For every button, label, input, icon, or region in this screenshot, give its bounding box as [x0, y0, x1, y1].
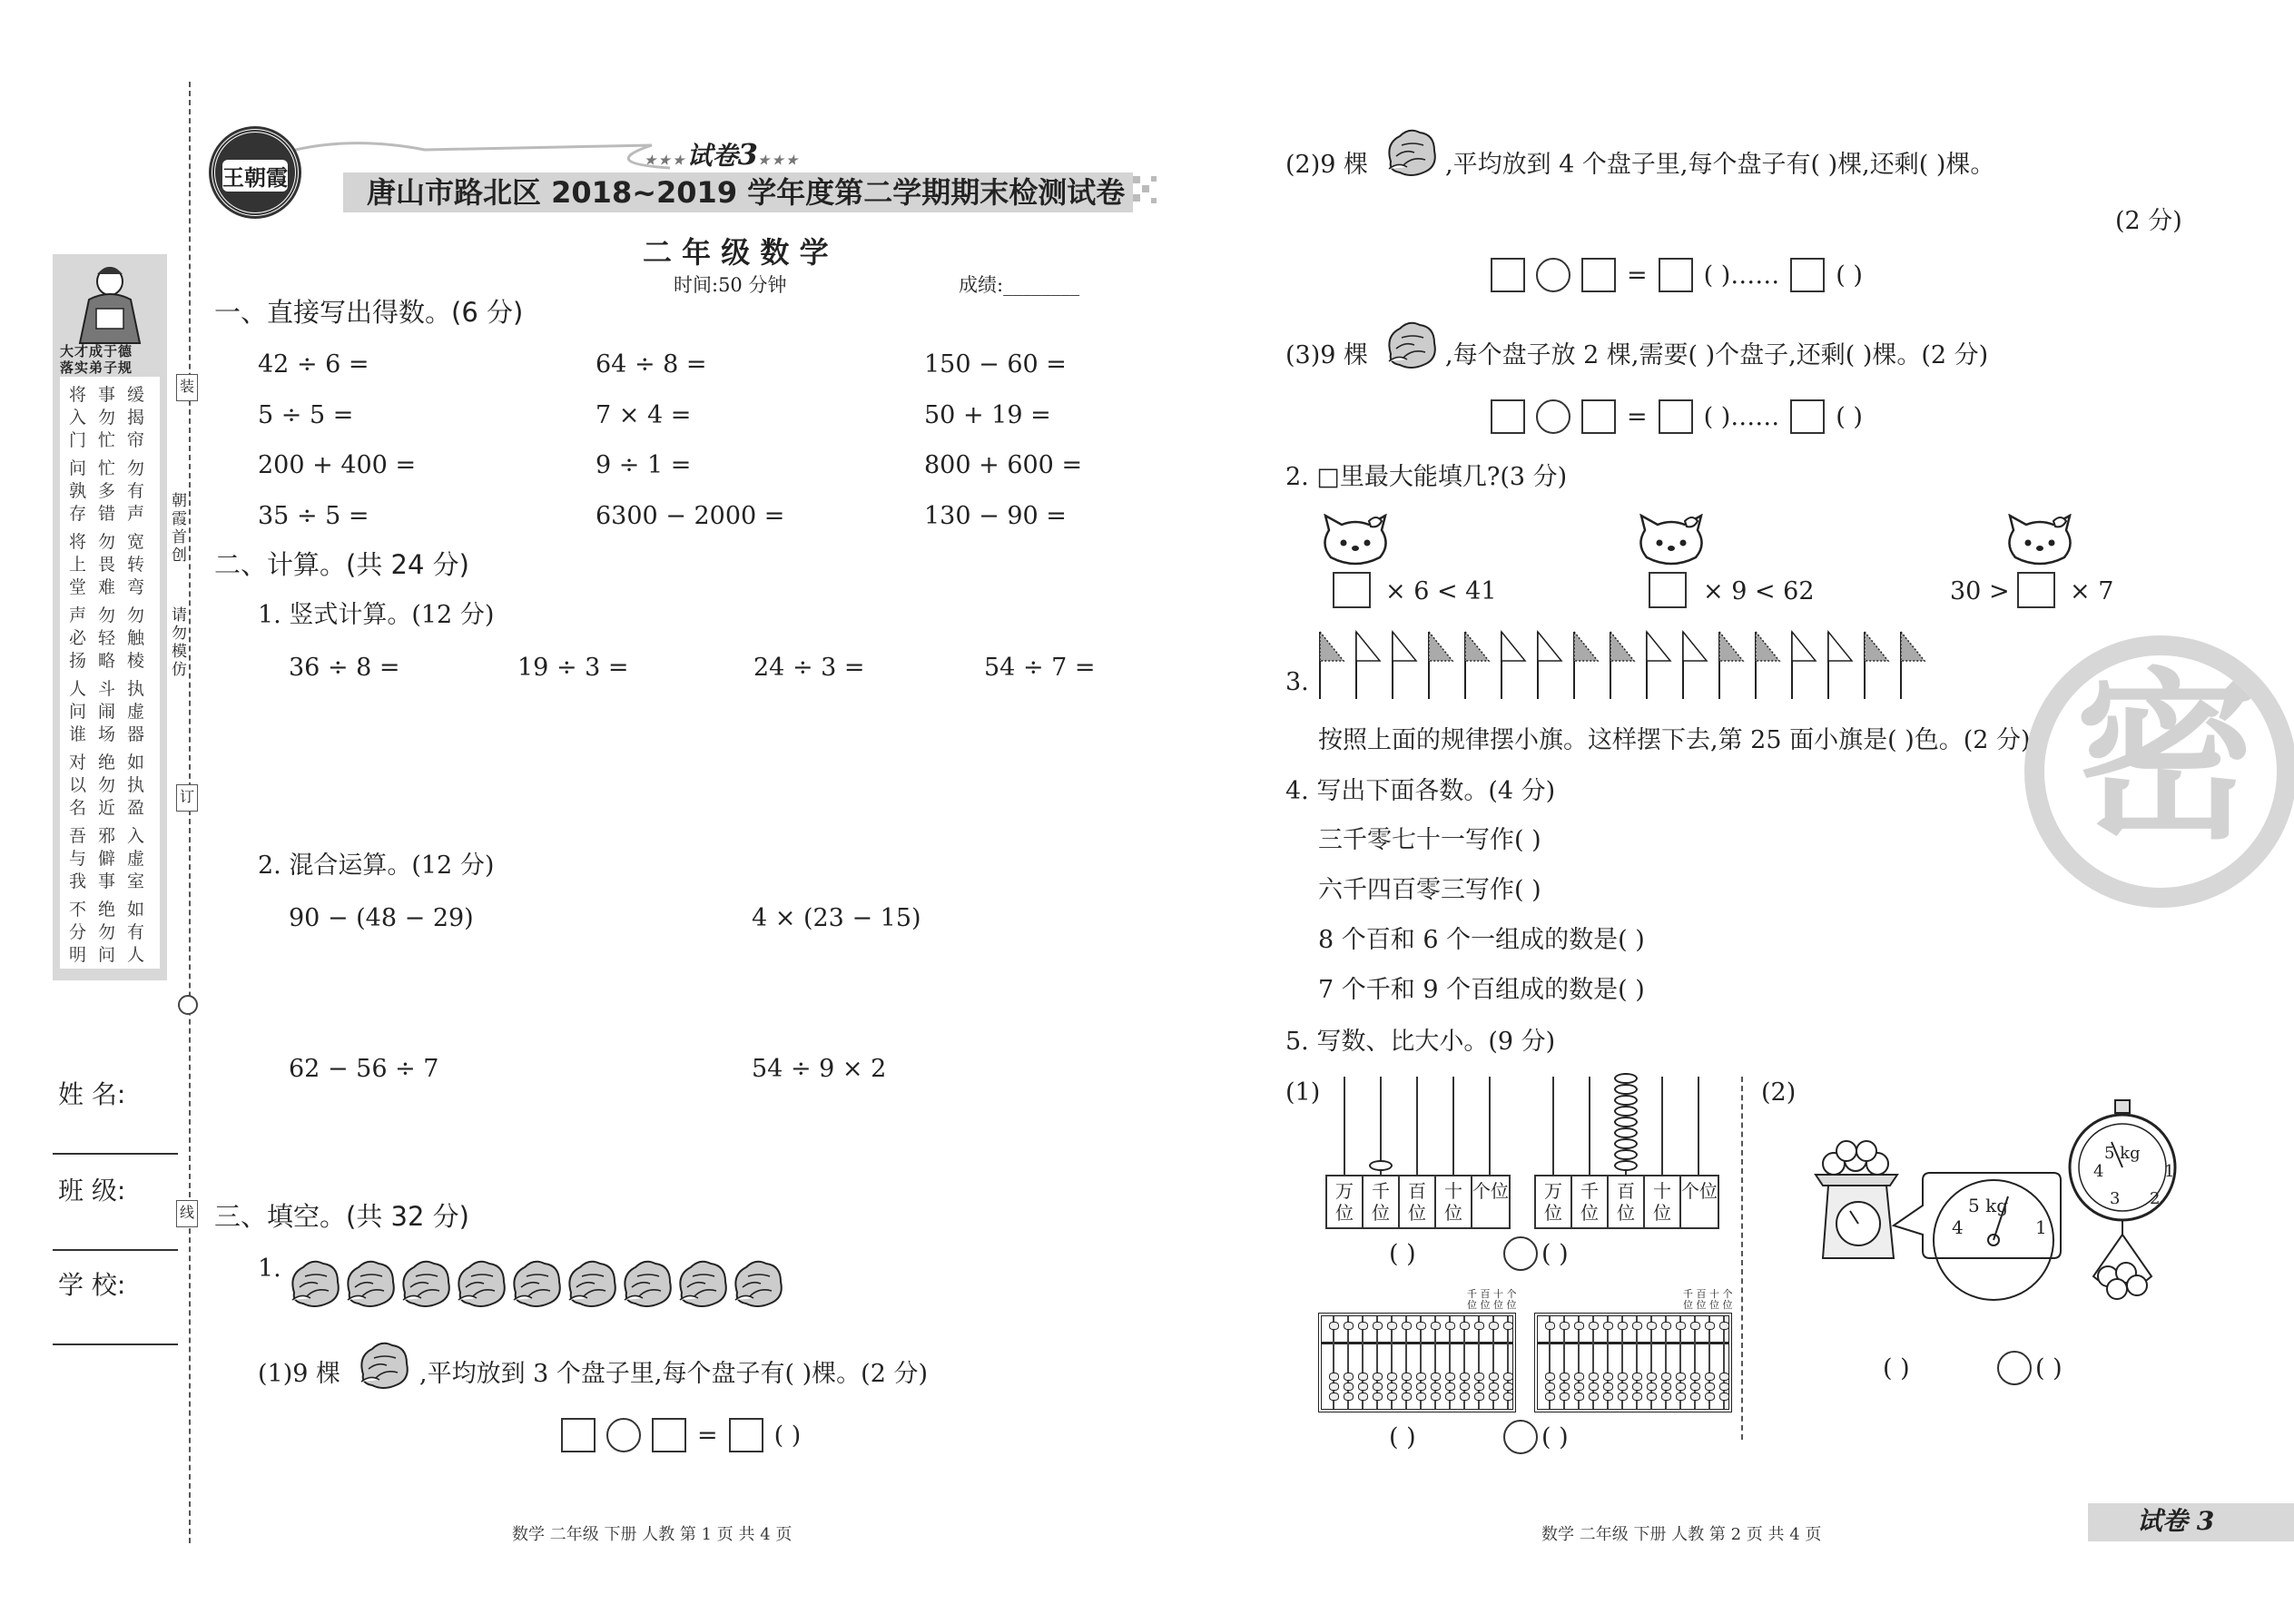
cabbage-icon [564, 1256, 620, 1313]
flag-icon [1500, 630, 1529, 704]
compare-right-2[interactable]: ( ) [1541, 1423, 1569, 1452]
poem-column: 不 分 明 [69, 900, 87, 965]
counting-rod [1416, 1077, 1418, 1175]
operator-circle[interactable] [1536, 399, 1570, 434]
zoom-dial-4: 4 [1952, 1216, 1964, 1238]
place-value-label: 百位 [1400, 1176, 1436, 1227]
poem-column: 将 入 门 [69, 385, 87, 450]
seal-glyph: 密 [2075, 653, 2258, 864]
confidential-seal [2024, 635, 2294, 908]
place-value-label: 十位 [1645, 1176, 1681, 1227]
scale-illustration [1807, 1098, 2215, 1371]
cut-mark-2: 订 [176, 784, 198, 812]
poem-column: 将 上 堂 [69, 532, 87, 597]
sidebar-motto-panel [53, 254, 167, 980]
answer-box[interactable] [652, 1418, 686, 1452]
oral-calc-item: 64 ÷ 8 = [596, 350, 707, 379]
fill-q2-c1: 30 > [1950, 577, 2010, 605]
equation-row-2 [1491, 258, 1863, 292]
mixed-calc-item: 90 − (48 − 29) [289, 904, 474, 932]
poem-column: 绝 勿 问 [98, 900, 116, 965]
abacus-place-header: 千 百 十 个 [1683, 1288, 1733, 1300]
vertical-note-1: 朝 霞 首 创 [172, 492, 187, 565]
q5-part2-label: (2) [1761, 1078, 1797, 1107]
poem-column: 勿 有 声 [127, 458, 145, 524]
poem-column: 执 虚 器 [127, 679, 145, 744]
fill-q2-b: × 9 < 62 [1703, 577, 1815, 605]
unit-paren[interactable]: ( ) [773, 1421, 802, 1450]
answer-box[interactable] [1581, 258, 1616, 292]
cabbage-icon [674, 1256, 731, 1313]
cabbage-icon [398, 1256, 454, 1313]
section-1-title: 一、直接写出得数。(6 分) [214, 297, 524, 328]
q5-divider [1741, 1077, 1743, 1440]
fill-q1-part1-b: ,平均放到 3 个盘子里,每个盘子有( )棵。(2 分) [419, 1360, 928, 1388]
poem-column: 对 以 名 [69, 753, 87, 818]
compare-circle[interactable] [1997, 1351, 2032, 1385]
hang-dial-3: 3 [2110, 1189, 2121, 1208]
counting-rod [1452, 1077, 1454, 1175]
counting-rod [1552, 1077, 1554, 1175]
compare-right-1[interactable]: ( ) [1541, 1240, 1569, 1268]
answer-box[interactable] [561, 1418, 596, 1452]
poem-column: 人 问 谁 [69, 679, 87, 744]
answer-box[interactable] [1659, 258, 1693, 292]
unit-paren[interactable]: ( )…… [1703, 261, 1780, 290]
vertical-note-2: 请 勿 模 仿 [172, 606, 187, 679]
score-field[interactable]: 成绩:________ [959, 274, 1080, 296]
mixed-calc-item: 54 ÷ 9 × 2 [752, 1055, 887, 1083]
oral-calc-item: 50 + 19 = [924, 401, 1051, 429]
answer-box[interactable] [2017, 572, 2055, 608]
fill-q5-title: 5. 写数、比大小。(9 分) [1285, 1028, 1556, 1056]
operator-circle[interactable] [606, 1418, 641, 1452]
compare-left-1[interactable]: ( ) [1389, 1240, 1416, 1268]
poem-column: 如 有 人 [127, 900, 145, 965]
flag-icon [1718, 630, 1747, 704]
poem-column: 事 勿 忙 [98, 385, 116, 450]
flag-icon [1645, 630, 1674, 704]
vertical-calc-item: 36 ÷ 8 = [289, 654, 400, 682]
brand-logo-text: 王朝霞 [222, 160, 288, 192]
flag-icon [1391, 630, 1420, 704]
bead [1369, 1160, 1393, 1171]
flag-icon [1427, 630, 1456, 704]
hang-kg-label: 5 kg [2104, 1144, 2141, 1163]
zoom-kg-label: 5 kg [1968, 1195, 2009, 1216]
poem-column: 入 虚 室 [127, 826, 145, 891]
equals-sign: = [1627, 261, 1648, 290]
equation-row-3 [1491, 399, 1863, 434]
school-field[interactable] [53, 1343, 178, 1345]
section-3-title: 三、填空。(共 32 分) [214, 1201, 469, 1232]
cabbage-icon [508, 1256, 565, 1313]
class-field[interactable] [53, 1249, 178, 1251]
footer-left: 数学 二年级 下册 人教 第 1 页 共 4 页 [512, 1525, 793, 1544]
poem-block [60, 377, 160, 969]
abacus-place-header: 位 位 位 位 [1683, 1299, 1733, 1311]
place-value-label: 百位 [1609, 1176, 1645, 1227]
q4-item[interactable]: 7 个千和 9 个百组成的数是( ) [1318, 976, 1645, 1004]
oral-calc-item: 42 ÷ 6 = [258, 350, 369, 379]
poem-column: 勿 畏 难 [98, 532, 116, 597]
flag-icon [1826, 630, 1856, 704]
compare-circle[interactable] [1503, 1420, 1538, 1454]
counting-rod [1661, 1077, 1663, 1175]
motto-line-1: 大才成于德 [60, 343, 133, 359]
exam-title: 唐山市路北区 2018~2019 学年度第二学期期末检测试卷 [367, 175, 1126, 210]
bead [1614, 1095, 1638, 1106]
poem-column: 声 必 扬 [69, 605, 87, 671]
binding-hole-icon [178, 995, 198, 1015]
name-label: 姓 名: [58, 1079, 126, 1109]
fill-q2-c2: × 7 [2070, 577, 2114, 605]
equation-row-1 [561, 1418, 801, 1452]
bead [1614, 1127, 1638, 1138]
vertical-calc-item: 24 ÷ 3 = [753, 654, 865, 682]
fill-q2-a: × 6 < 41 [1385, 577, 1497, 605]
kitty-icon [2001, 514, 2079, 576]
fill-q1-number: 1. [258, 1255, 281, 1283]
q4-item[interactable]: 8 个百和 6 个一组成的数是( ) [1318, 926, 1645, 954]
answer-box[interactable] [729, 1418, 763, 1452]
vertical-calc-item: 54 ÷ 7 = [984, 654, 1096, 682]
compare-left-2[interactable]: ( ) [1389, 1423, 1416, 1452]
flag-icon [1681, 630, 1710, 704]
abacus-place-header: 千 百 十 个 [1467, 1288, 1517, 1300]
answer-box[interactable] [1790, 258, 1825, 292]
oral-calc-item: 150 − 60 = [924, 350, 1067, 379]
time-limit: 时间:50 分钟 [674, 274, 787, 296]
flag-icon [1354, 630, 1383, 704]
cabbage-icon [287, 1256, 343, 1313]
oral-calc-item: 6300 − 2000 = [596, 502, 785, 530]
cabbage-icon [1383, 318, 1440, 374]
poem-column: 斗 闹 场 [98, 679, 116, 744]
poem-column: 勿 触 棱 [127, 605, 145, 671]
compare-circle[interactable] [1503, 1236, 1538, 1271]
flag-icon [1572, 630, 1601, 704]
unit-paren[interactable]: ( ) [1836, 261, 1863, 290]
oral-calc-item: 200 + 400 = [258, 451, 417, 479]
bead [1614, 1084, 1638, 1095]
fill-q1-part2-a: (2)9 棵 [1285, 151, 1369, 179]
hang-dial-2: 2 [2150, 1189, 2161, 1208]
oral-calc-item: 800 + 600 = [924, 451, 1083, 479]
answer-box[interactable] [1790, 399, 1825, 434]
unit-paren[interactable]: ( )…… [1703, 402, 1780, 431]
cabbage-icon [356, 1338, 412, 1394]
brand-logo [212, 129, 299, 216]
poem-column: 缓 揭 帘 [127, 385, 145, 450]
place-value-table [1534, 1175, 1719, 1229]
mixed-calc-title: 2. 混合运算。(12 分) [258, 851, 495, 880]
q4-item[interactable]: 三千零七十一写作( ) [1318, 826, 1541, 854]
equals-sign: = [1627, 402, 1648, 431]
oral-calc-item: 35 ÷ 5 = [258, 502, 369, 530]
fill-q4-title: 4. 写出下面各数。(4 分) [1285, 777, 1556, 805]
unit-paren[interactable]: ( ) [1836, 402, 1863, 431]
bead [1614, 1106, 1638, 1117]
school-label: 学 校: [58, 1270, 126, 1300]
mixed-calc-item: 62 − 56 ÷ 7 [289, 1055, 439, 1083]
abacus-icon [1534, 1313, 1732, 1412]
motto-line-2: 落实弟子规 [60, 359, 133, 376]
fill-q3-number: 3. [1285, 668, 1309, 696]
poem-column: 问 孰 存 [69, 458, 87, 524]
flag-icon [1863, 630, 1892, 704]
hang-dial-4: 4 [2093, 1162, 2104, 1181]
place-value-label: 千位 [1364, 1176, 1400, 1227]
place-value-label: 个位 [1681, 1180, 1718, 1202]
poem-column: 如 执 盈 [127, 753, 145, 818]
place-value-label: 万位 [1536, 1176, 1572, 1227]
poem-column: 吾 与 我 [69, 826, 87, 891]
answer-box[interactable] [1491, 399, 1525, 434]
cut-mark-1: 装 [176, 374, 198, 401]
flag-icon [1790, 630, 1819, 704]
place-value-label: 千位 [1572, 1176, 1609, 1227]
poem-column: 绝 勿 近 [98, 753, 116, 818]
paper-number-label: ★★★试卷3★★★ [645, 137, 801, 172]
answer-box[interactable] [1491, 258, 1525, 292]
vertical-calc-item: 19 ÷ 3 = [517, 654, 629, 682]
answer-box[interactable] [1649, 572, 1687, 608]
kitchen-scale-icon [1816, 1141, 1897, 1258]
answer-box[interactable] [1659, 399, 1693, 434]
flag-icon [1536, 630, 1565, 704]
poem-column: 勿 轻 略 [98, 605, 116, 671]
footer-right: 数学 二年级 下册 人教 第 2 页 共 4 页 [1541, 1525, 1822, 1544]
flag-icon [1318, 630, 1347, 704]
fill-q1-part3-a: (3)9 棵 [1285, 341, 1369, 369]
fill-q1-part1-a: (1)9 棵 [258, 1360, 341, 1388]
compare-right-3[interactable]: ( ) [2035, 1354, 2063, 1383]
oral-calc-item: 5 ÷ 5 = [258, 401, 354, 429]
poem-column: 邪 僻 事 [98, 826, 116, 891]
flag-icon [1609, 630, 1638, 704]
scholar-figure-icon [71, 261, 149, 345]
fill-q1-part2-score: (2 分) [2115, 207, 2182, 235]
q5-part1-label: (1) [1285, 1078, 1321, 1107]
subject-title: 二 年 级 数 学 [643, 235, 829, 270]
mixed-calc-item: 4 × (23 − 15) [752, 904, 921, 932]
place-value-label: 个位 [1472, 1180, 1509, 1202]
cabbage-icon [342, 1256, 399, 1313]
fill-q2-title: 2. □里最大能填几?(3 分) [1285, 463, 1568, 491]
name-field[interactable] [53, 1153, 178, 1155]
bead [1614, 1138, 1638, 1149]
flag-icon [1463, 630, 1492, 704]
cabbage-icon [453, 1256, 509, 1313]
cabbage-icon [619, 1256, 675, 1313]
place-value-table [1325, 1175, 1511, 1229]
vertical-calc-title: 1. 竖式计算。(12 分) [258, 601, 495, 629]
cabbage-icon [1383, 125, 1440, 182]
hang-dial-1: 1 [2164, 1162, 2175, 1181]
footer-tag: 试卷 3 [2137, 1506, 2215, 1536]
answer-box[interactable] [1333, 572, 1371, 608]
place-value-label: 十位 [1436, 1176, 1472, 1227]
abacus-icon [1318, 1313, 1516, 1412]
counting-rod [1589, 1077, 1590, 1175]
counting-rod [1698, 1077, 1699, 1175]
fill-q1-part3-b: ,每个盘子放 2 棵,需要( )个盘子,还剩( )棵。(2 分) [1445, 341, 1989, 369]
abacus-place-header: 位 位 位 位 [1467, 1299, 1517, 1311]
kitty-icon [1316, 514, 1394, 576]
binding-line [189, 82, 191, 1543]
operator-circle[interactable] [1536, 258, 1570, 292]
flag-icon [1899, 630, 1928, 704]
zoom-dial-1: 1 [2035, 1216, 2047, 1238]
oral-calc-item: 7 × 4 = [596, 401, 692, 429]
cut-mark-3: 线 [176, 1200, 198, 1227]
counting-rod [1489, 1077, 1491, 1175]
place-value-label: 万位 [1327, 1176, 1364, 1227]
counting-rod [1344, 1077, 1345, 1175]
fill-q1-part2-b: ,平均放到 4 个盘子里,每个盘子有( )棵,还剩( )棵。 [1445, 151, 1995, 179]
oral-calc-item: 130 − 90 = [924, 502, 1067, 530]
bead [1614, 1149, 1638, 1160]
section-2-title: 二、计算。(共 24 分) [214, 549, 469, 580]
poem-column: 忙 多 错 [98, 458, 116, 524]
compare-left-3[interactable]: ( ) [1883, 1354, 1910, 1383]
bead [1614, 1117, 1638, 1127]
bead [1614, 1160, 1638, 1171]
oral-calc-item: 9 ÷ 1 = [596, 451, 692, 479]
cabbage-icon [730, 1256, 786, 1313]
fill-q3-text: 按照上面的规律摆小旗。这样摆下去,第 25 面小旗是( )色。(2 分) [1318, 726, 2031, 754]
flag-icon [1754, 630, 1783, 704]
q4-item[interactable]: 六千四百零三写作( ) [1318, 876, 1541, 904]
kitty-icon [1632, 514, 1710, 576]
equals-sign: = [697, 1421, 718, 1450]
class-label: 班 级: [58, 1176, 126, 1206]
bead [1614, 1073, 1638, 1084]
poem-column: 宽 转 弯 [127, 532, 145, 597]
answer-box[interactable] [1581, 399, 1616, 434]
